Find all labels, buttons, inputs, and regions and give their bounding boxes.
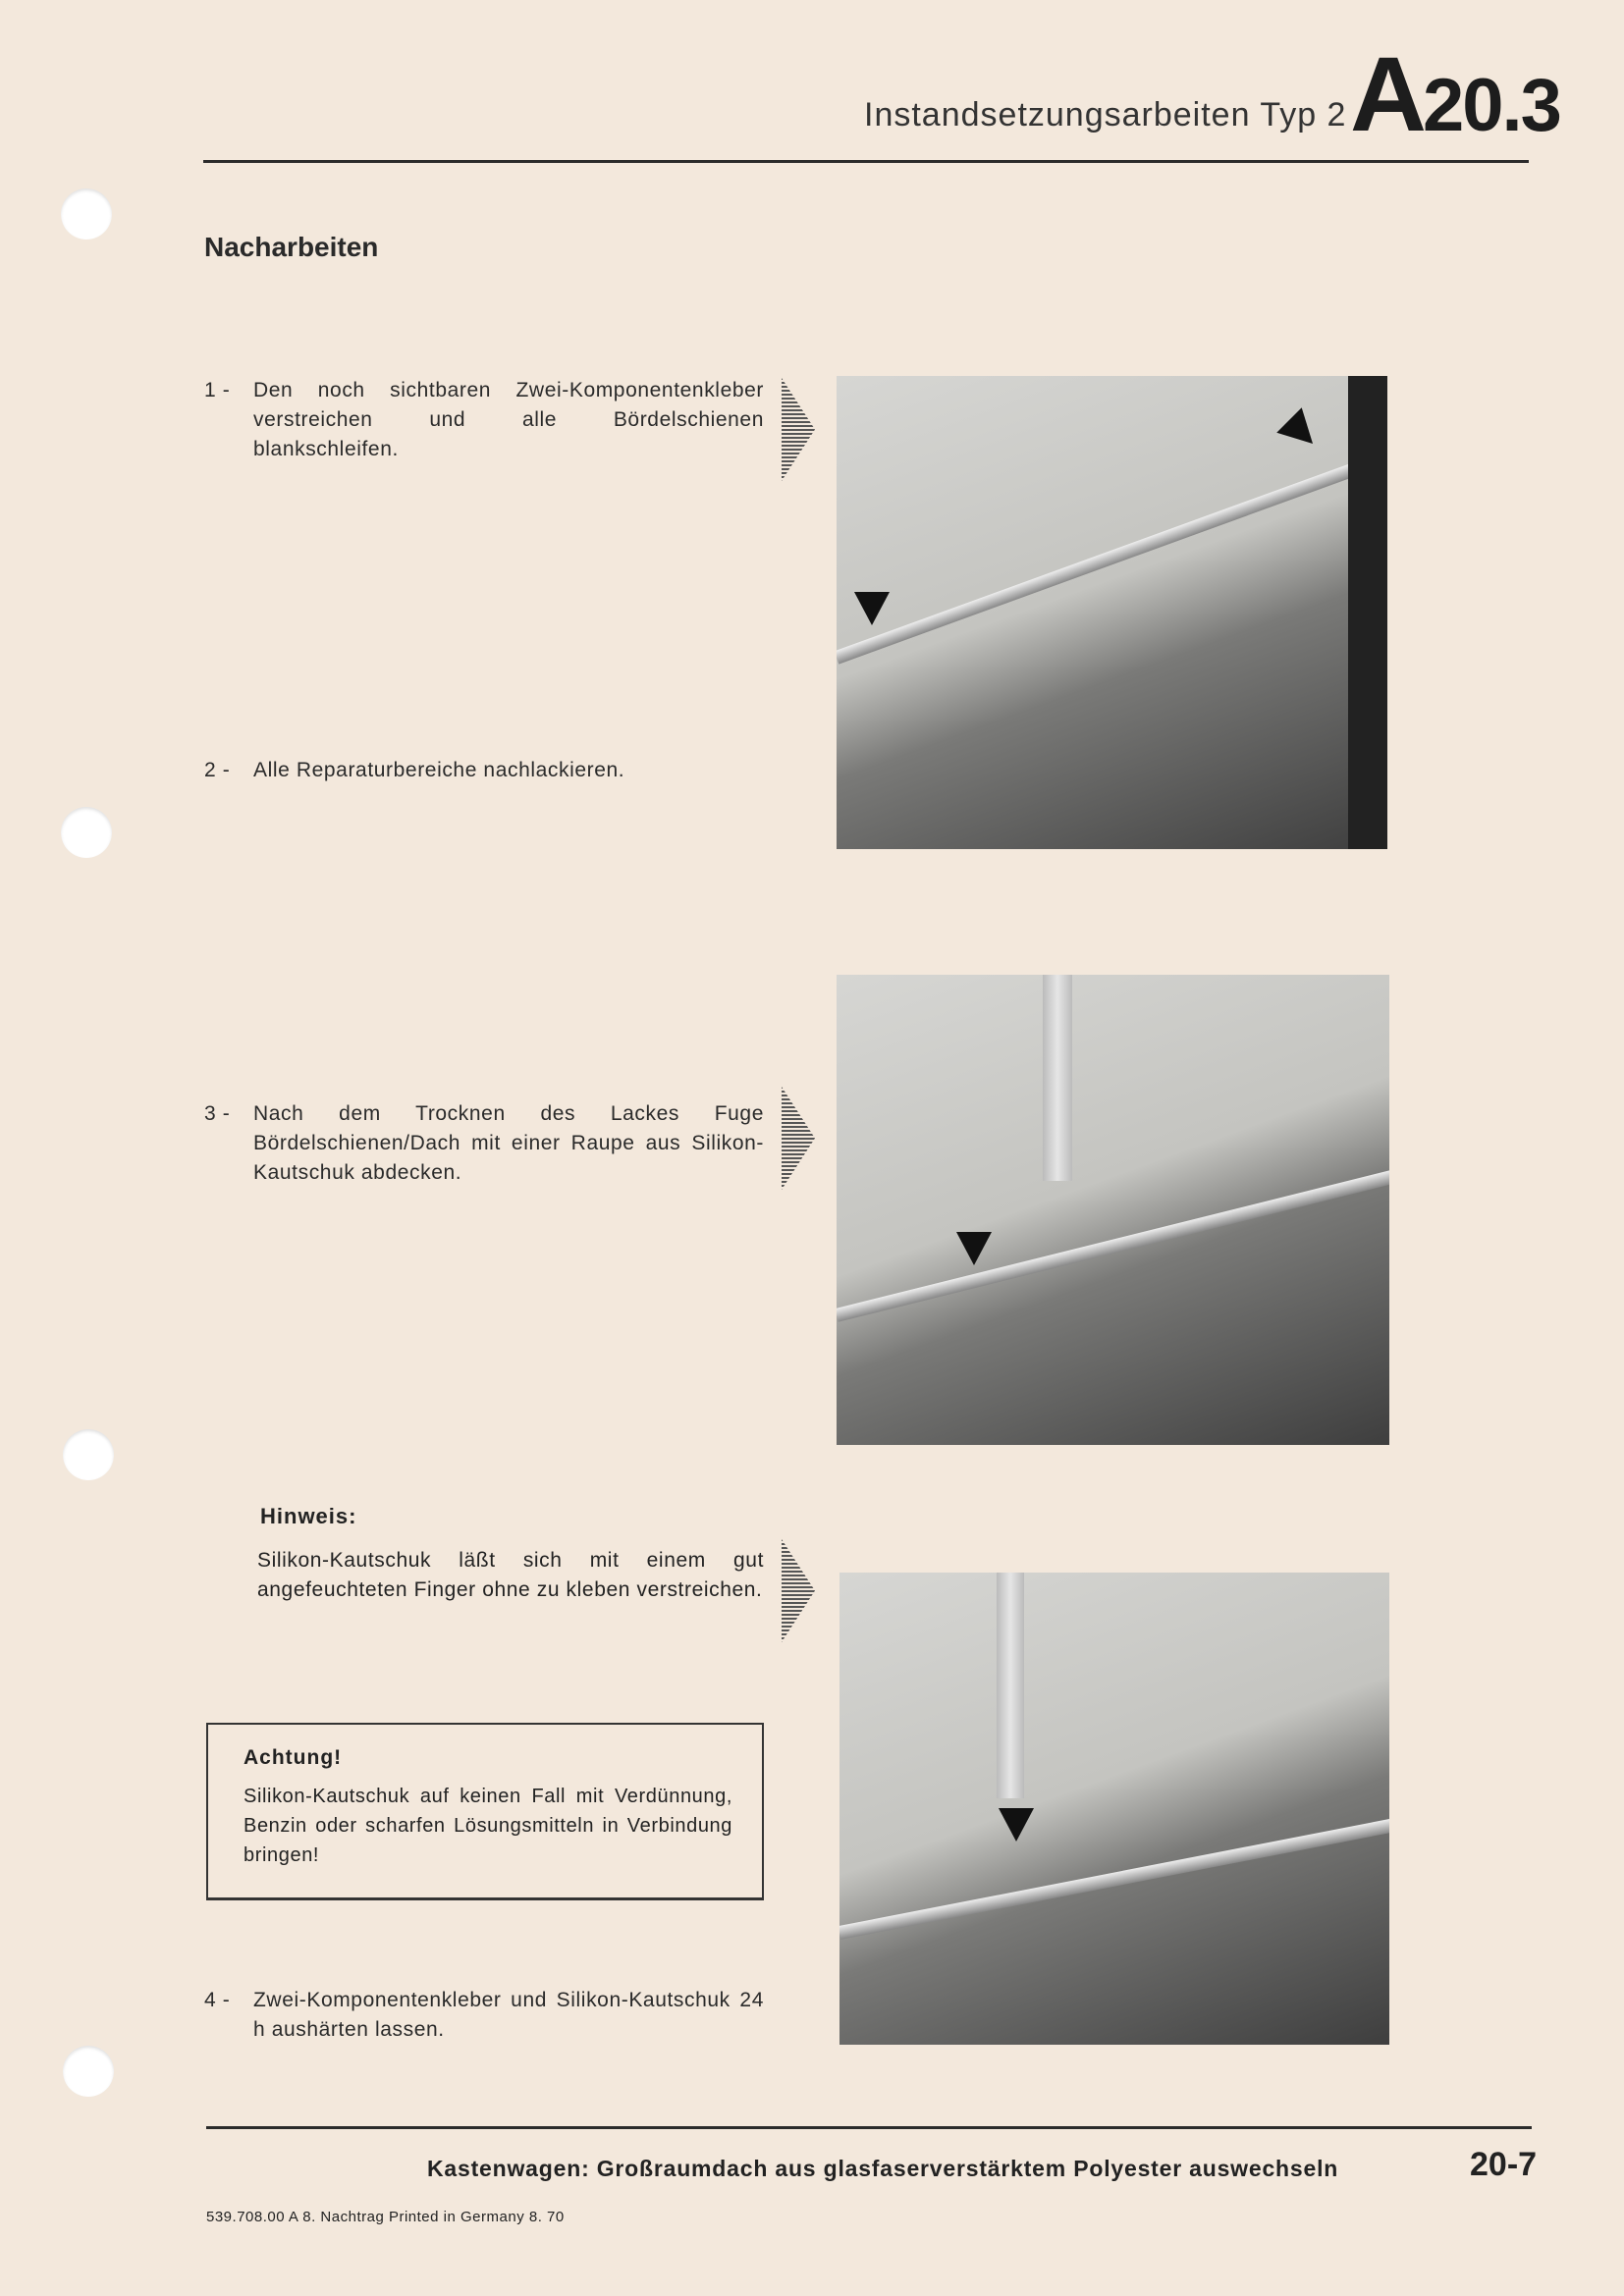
section-code [1350, 34, 1560, 153]
photo-sanding [837, 376, 1387, 849]
step-text: Alle Reparaturbereiche nachlackieren. [253, 759, 625, 781]
punch-hole [61, 807, 112, 858]
code-letter: A [1350, 34, 1423, 153]
print-code: 539.708.00 A 8. Nachtrag Printed in Germany 8. 70 [206, 2209, 565, 2225]
photo-smoothing [839, 1573, 1389, 2045]
footer-rule [206, 2126, 1532, 2129]
step-number: 2 - [204, 759, 231, 781]
step-4 [204, 1986, 764, 2045]
step-text: Zwei-Komponentenkleber und Silikon-Kautschuk 24 h aushärten lassen. [253, 1989, 764, 2041]
step-number: 4 - [204, 1989, 231, 2011]
warning-box [206, 1723, 764, 1900]
step-text: Den noch sichtbaren Zwei-Komponentenkleber verstreichen und alle Bördelschienen blankschleifen. [253, 379, 764, 460]
step-2 [204, 756, 764, 785]
punch-hole [63, 1429, 114, 1480]
pointer-arrow-icon [782, 378, 815, 481]
pointer-arrow-icon [782, 1539, 815, 1642]
pointer-arrow-icon [782, 1087, 815, 1190]
page-number: 20-7 [1470, 2146, 1538, 2183]
warning-text: Silikon-Kautschuk auf keinen Fall mit Verdünnung, Benzin oder scharfen Lösungsmitteln in Verbindung bringen! [244, 1786, 732, 1866]
step-number: 1 - [204, 379, 231, 401]
header-rule [203, 160, 1529, 163]
warning-title: Achtung! [244, 1746, 343, 1769]
step-text: Nach dem Trocknen des Lackes Fuge Bördelschienen/Dach mit einer Raupe aus Silikon-Kautschuk abdecken. [253, 1102, 764, 1184]
page-title: Nacharbeiten [204, 232, 379, 262]
step-3 [204, 1099, 764, 1188]
punch-hole [61, 188, 112, 240]
punch-hole [63, 2046, 114, 2097]
step-1 [204, 376, 764, 464]
note-text: Silikon-Kautschuk läßt sich mit einem gut angefeuchteten Finger ohne zu kleben verstreichen. [257, 1549, 764, 1601]
code-number: 20.3 [1423, 64, 1560, 147]
footer-title: Kastenwagen: Großraumdach aus glasfaserverstärktem Polyester auswechseln [427, 2156, 1339, 2181]
note-title: Hinweis: [260, 1504, 357, 1528]
section-header: Instandsetzungsarbeiten Typ 2 [864, 96, 1347, 133]
step-number: 3 - [204, 1102, 231, 1125]
photo-silicone-application [837, 975, 1389, 1445]
